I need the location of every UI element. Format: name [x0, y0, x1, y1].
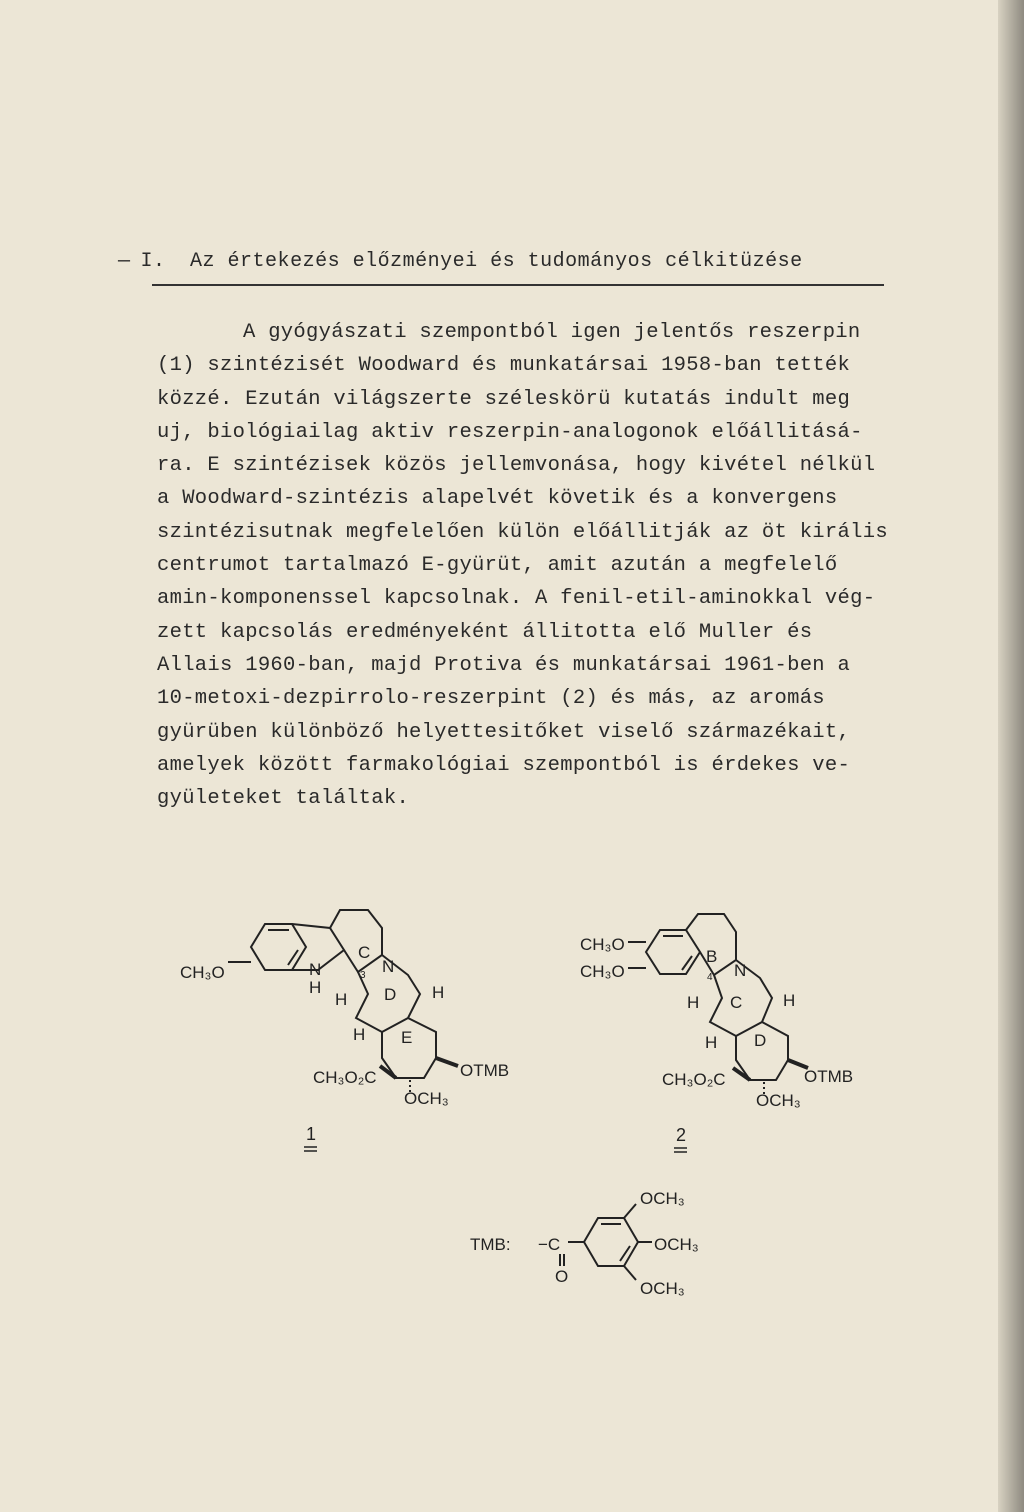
compound-1-otmb: OTMB [460, 1061, 510, 1080]
paragraph-line: amin-komponenssel kapcsolnak. A fenil-etil-aminokkal vég- [157, 587, 876, 611]
paragraph-line: zett kapcsolás eredményeként állitotta elő Muller és [157, 620, 813, 644]
compound-2-ester: CH₃O₂C [662, 1070, 726, 1089]
paragraph-line: centrumot tartalmazó E-gyürüt, amit azután a megfelelő [157, 554, 838, 578]
compound-1-h-d: H [335, 990, 348, 1009]
tmb-oxygen: O [555, 1267, 569, 1286]
compound-1-n: N [382, 957, 395, 976]
compound-1-ester: CH₃O₂C [313, 1068, 377, 1087]
compound-1-h-d2: H [432, 983, 445, 1002]
compound-2-h-d: H [705, 1033, 718, 1052]
tmb-och3-bottom: OCH₃ [640, 1279, 685, 1298]
compound-2-methoxy-bottom: CH₃O [580, 962, 625, 981]
paragraph-line: szintézisutnak megfelelően külön előállitják az öt királis [157, 520, 888, 544]
compound-1-methoxy-left: CH₃O [180, 963, 225, 982]
paragraph-line: (1) szintézisét Woodward és munkatársai 1958-ban tették [157, 354, 851, 378]
compound-2-otmb: OTMB [804, 1067, 854, 1086]
compound-1-label: 1 [306, 1124, 317, 1144]
compound-1-ring-e: E [401, 1028, 413, 1047]
compound-2-n: N [734, 961, 747, 980]
compound-2-ring-c: C [730, 993, 743, 1012]
paragraph-line: a Woodward-szintézis alapelvét követik és a konvergens [157, 487, 838, 511]
paragraph-line: 10-metoxi-dezpirrolo-reszerpint (2) és más, az aromás [157, 687, 825, 711]
tmb-label: TMB: [470, 1235, 511, 1254]
compound-2-structure [628, 914, 808, 1096]
tmb-structure [560, 1204, 652, 1280]
compound-1-ring-d: D [384, 985, 397, 1004]
paragraph-line: A gyógyászati szempontból igen jelentős reszerpin [243, 321, 861, 344]
heading-title: Az értekezés előzményei és tudományos célkitüzése [190, 250, 803, 273]
compound-2-ring-b: B [706, 947, 718, 966]
compound-2-label: 2 [676, 1125, 687, 1145]
paragraph-line: amelyek között farmakológiai szempontból is érdekes ve- [157, 753, 851, 777]
tmb-och3-top: OCH₃ [640, 1189, 685, 1208]
tmb-carbon: −C [538, 1235, 561, 1254]
compound-1-nh-n: N [309, 960, 322, 979]
compound-1-ring-c: C [358, 943, 371, 962]
heading-dash: — [118, 250, 131, 273]
compound-2-methoxy-top: CH₃O [580, 935, 625, 954]
compound-2-ring-d: D [754, 1031, 767, 1050]
paragraph-line: közzé. Ezután világszerte széleskörü kutatás indult meg [157, 387, 851, 411]
paragraph-line: ra. E szintézisek közös jellemvonása, hogy kivétel nélkül [157, 454, 876, 478]
paragraph-line: gyületeket találtak. [157, 787, 410, 811]
compound-2-h-c: H [687, 993, 700, 1012]
compound-1-pos3: 3 [360, 970, 366, 981]
paragraph-line: Allais 1960-ban, majd Protiva és munkatársai 1961-ben a [157, 653, 851, 677]
compound-1-h-e: H [353, 1025, 366, 1044]
compound-2-h-c2: H [783, 991, 796, 1010]
tmb-och3-mid: OCH₃ [654, 1235, 699, 1254]
compound-1-nh-h: H [309, 978, 322, 997]
paragraph-line: gyürüben különböző helyettesitőket viselő származékait, [157, 720, 851, 744]
compound-2-pos4: 4 [707, 972, 713, 983]
compound-1-methoxy: OCH₃ [404, 1089, 449, 1108]
compound-2-methoxy: OCH₃ [756, 1091, 801, 1110]
heading-number: I. [140, 250, 166, 273]
paragraph-line: uj, biológiailag aktiv reszerpin-analogonok előállitásá- [157, 420, 863, 444]
